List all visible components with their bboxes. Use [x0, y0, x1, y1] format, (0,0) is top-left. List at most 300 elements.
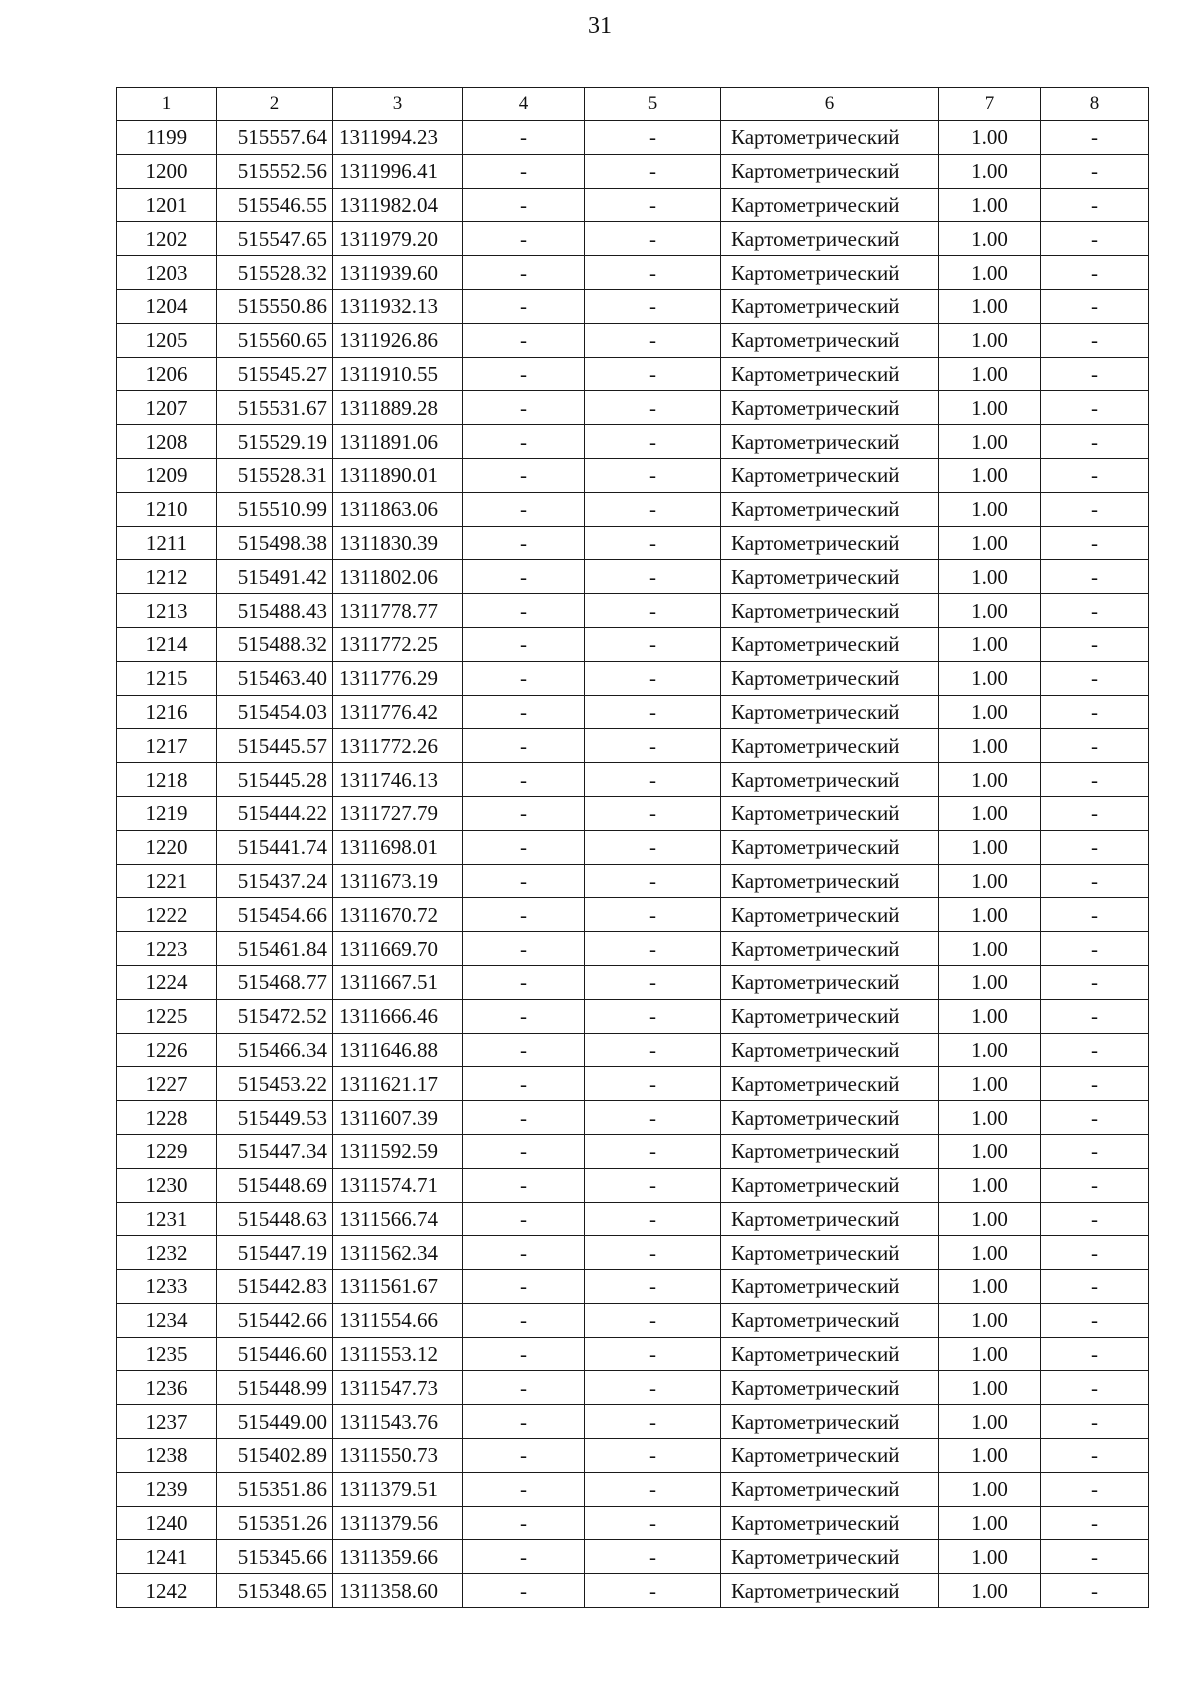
column-4-cell: -	[463, 1303, 585, 1337]
column-8-cell: -	[1041, 965, 1149, 999]
y-coordinate-cell: 1311939.60	[333, 256, 463, 290]
table-row	[117, 1303, 1149, 1337]
column-5-cell: -	[585, 830, 721, 864]
y-coordinate-cell: 1311979.20	[333, 222, 463, 256]
table-row	[117, 594, 1149, 628]
column-5-cell: -	[585, 965, 721, 999]
point-number-cell: 1223	[117, 932, 217, 966]
method-cell: Картометрический	[721, 763, 939, 797]
y-coordinate-cell: 1311996.41	[333, 154, 463, 188]
accuracy-cell: 1.00	[939, 729, 1041, 763]
method-cell: Картометрический	[721, 1202, 939, 1236]
y-coordinate-cell: 1311727.79	[333, 796, 463, 830]
column-8-cell: -	[1041, 1134, 1149, 1168]
column-4-cell: -	[463, 1236, 585, 1270]
column-8-cell: -	[1041, 121, 1149, 155]
method-cell: Картометрический	[721, 1067, 939, 1101]
point-number-cell: 1202	[117, 222, 217, 256]
x-coordinate-cell: 515448.69	[217, 1168, 333, 1202]
column-8-cell: -	[1041, 357, 1149, 391]
method-cell: Картометрический	[721, 357, 939, 391]
method-cell: Картометрический	[721, 289, 939, 323]
column-5-cell: -	[585, 1371, 721, 1405]
column-header: 2	[217, 88, 333, 121]
column-8-cell: -	[1041, 188, 1149, 222]
column-5-cell: -	[585, 999, 721, 1033]
column-5-cell: -	[585, 1472, 721, 1506]
x-coordinate-cell: 515547.65	[217, 222, 333, 256]
x-coordinate-cell: 515448.99	[217, 1371, 333, 1405]
column-8-cell: -	[1041, 391, 1149, 425]
column-8-cell: -	[1041, 1540, 1149, 1574]
x-coordinate-cell: 515546.55	[217, 188, 333, 222]
column-4-cell: -	[463, 830, 585, 864]
x-coordinate-cell: 515528.31	[217, 458, 333, 492]
column-8-cell: -	[1041, 1236, 1149, 1270]
point-number-cell: 1242	[117, 1574, 217, 1608]
x-coordinate-cell: 515545.27	[217, 357, 333, 391]
column-5-cell: -	[585, 1033, 721, 1067]
accuracy-cell: 1.00	[939, 661, 1041, 695]
method-cell: Картометрический	[721, 999, 939, 1033]
accuracy-cell: 1.00	[939, 1472, 1041, 1506]
method-cell: Картометрический	[721, 391, 939, 425]
accuracy-cell: 1.00	[939, 965, 1041, 999]
column-4-cell: -	[463, 1270, 585, 1304]
accuracy-cell: 1.00	[939, 222, 1041, 256]
y-coordinate-cell: 1311669.70	[333, 932, 463, 966]
column-5-cell: -	[585, 121, 721, 155]
column-header: 4	[463, 88, 585, 121]
column-4-cell: -	[463, 323, 585, 357]
x-coordinate-cell: 515453.22	[217, 1067, 333, 1101]
column-8-cell: -	[1041, 289, 1149, 323]
point-number-cell: 1232	[117, 1236, 217, 1270]
point-number-cell: 1239	[117, 1472, 217, 1506]
column-5-cell: -	[585, 1067, 721, 1101]
method-cell: Картометрический	[721, 458, 939, 492]
column-5-cell: -	[585, 1405, 721, 1439]
column-4-cell: -	[463, 1134, 585, 1168]
column-4-cell: -	[463, 256, 585, 290]
y-coordinate-cell: 1311772.26	[333, 729, 463, 763]
point-number-cell: 1206	[117, 357, 217, 391]
column-5-cell: -	[585, 1574, 721, 1608]
point-number-cell: 1203	[117, 256, 217, 290]
accuracy-cell: 1.00	[939, 763, 1041, 797]
point-number-cell: 1227	[117, 1067, 217, 1101]
table-row	[117, 1033, 1149, 1067]
column-8-cell: -	[1041, 458, 1149, 492]
y-coordinate-cell: 1311667.51	[333, 965, 463, 999]
column-5-cell: -	[585, 763, 721, 797]
column-4-cell: -	[463, 425, 585, 459]
column-4-cell: -	[463, 222, 585, 256]
table-row	[117, 1574, 1149, 1608]
column-8-cell: -	[1041, 560, 1149, 594]
column-4-cell: -	[463, 1101, 585, 1135]
column-4-cell: -	[463, 1067, 585, 1101]
y-coordinate-cell: 1311890.01	[333, 458, 463, 492]
column-4-cell: -	[463, 763, 585, 797]
column-4-cell: -	[463, 627, 585, 661]
column-5-cell: -	[585, 1202, 721, 1236]
point-number-cell: 1235	[117, 1337, 217, 1371]
point-number-cell: 1199	[117, 121, 217, 155]
accuracy-cell: 1.00	[939, 425, 1041, 459]
point-number-cell: 1209	[117, 458, 217, 492]
point-number-cell: 1217	[117, 729, 217, 763]
y-coordinate-cell: 1311359.66	[333, 1540, 463, 1574]
point-number-cell: 1200	[117, 154, 217, 188]
column-8-cell: -	[1041, 1472, 1149, 1506]
accuracy-cell: 1.00	[939, 796, 1041, 830]
column-5-cell: -	[585, 425, 721, 459]
point-number-cell: 1201	[117, 188, 217, 222]
point-number-cell: 1213	[117, 594, 217, 628]
method-cell: Картометрический	[721, 695, 939, 729]
point-number-cell: 1234	[117, 1303, 217, 1337]
table-row	[117, 188, 1149, 222]
column-5-cell: -	[585, 323, 721, 357]
column-4-cell: -	[463, 188, 585, 222]
column-4-cell: -	[463, 1506, 585, 1540]
column-4-cell: -	[463, 729, 585, 763]
column-5-cell: -	[585, 560, 721, 594]
point-number-cell: 1230	[117, 1168, 217, 1202]
y-coordinate-cell: 1311543.76	[333, 1405, 463, 1439]
column-4-cell: -	[463, 594, 585, 628]
method-cell: Картометрический	[721, 594, 939, 628]
point-number-cell: 1241	[117, 1540, 217, 1574]
column-4-cell: -	[463, 1371, 585, 1405]
table-row	[117, 1168, 1149, 1202]
coordinates-table	[116, 87, 1149, 1608]
table-row	[117, 627, 1149, 661]
accuracy-cell: 1.00	[939, 1506, 1041, 1540]
column-8-cell: -	[1041, 256, 1149, 290]
column-5-cell: -	[585, 1506, 721, 1540]
column-8-cell: -	[1041, 1371, 1149, 1405]
column-5-cell: -	[585, 256, 721, 290]
point-number-cell: 1225	[117, 999, 217, 1033]
accuracy-cell: 1.00	[939, 1337, 1041, 1371]
y-coordinate-cell: 1311554.66	[333, 1303, 463, 1337]
x-coordinate-cell: 515449.53	[217, 1101, 333, 1135]
column-5-cell: -	[585, 458, 721, 492]
column-4-cell: -	[463, 661, 585, 695]
column-8-cell: -	[1041, 323, 1149, 357]
point-number-cell: 1219	[117, 796, 217, 830]
method-cell: Картометрический	[721, 188, 939, 222]
point-number-cell: 1215	[117, 661, 217, 695]
column-8-cell: -	[1041, 526, 1149, 560]
method-cell: Картометрический	[721, 1168, 939, 1202]
column-8-cell: -	[1041, 1101, 1149, 1135]
column-8-cell: -	[1041, 1168, 1149, 1202]
table-row	[117, 661, 1149, 695]
column-4-cell: -	[463, 999, 585, 1033]
point-number-cell: 1238	[117, 1439, 217, 1473]
method-cell: Картометрический	[721, 1405, 939, 1439]
column-5-cell: -	[585, 188, 721, 222]
table-row	[117, 357, 1149, 391]
table-row	[117, 1067, 1149, 1101]
column-5-cell: -	[585, 1101, 721, 1135]
table-row	[117, 560, 1149, 594]
accuracy-cell: 1.00	[939, 898, 1041, 932]
y-coordinate-cell: 1311772.25	[333, 627, 463, 661]
x-coordinate-cell: 515529.19	[217, 425, 333, 459]
x-coordinate-cell: 515345.66	[217, 1540, 333, 1574]
table-row	[117, 289, 1149, 323]
method-cell: Картометрический	[721, 1371, 939, 1405]
table-row	[117, 526, 1149, 560]
table-header-row	[117, 88, 1149, 121]
accuracy-cell: 1.00	[939, 1067, 1041, 1101]
table-row	[117, 1337, 1149, 1371]
x-coordinate-cell: 515466.34	[217, 1033, 333, 1067]
x-coordinate-cell: 515550.86	[217, 289, 333, 323]
column-8-cell: -	[1041, 1067, 1149, 1101]
accuracy-cell: 1.00	[939, 1270, 1041, 1304]
x-coordinate-cell: 515552.56	[217, 154, 333, 188]
x-coordinate-cell: 515510.99	[217, 492, 333, 526]
point-number-cell: 1228	[117, 1101, 217, 1135]
accuracy-cell: 1.00	[939, 1236, 1041, 1270]
column-4-cell: -	[463, 391, 585, 425]
x-coordinate-cell: 515442.66	[217, 1303, 333, 1337]
table-row	[117, 864, 1149, 898]
column-4-cell: -	[463, 458, 585, 492]
method-cell: Картометрический	[721, 1540, 939, 1574]
method-cell: Картометрический	[721, 830, 939, 864]
table-row	[117, 729, 1149, 763]
y-coordinate-cell: 1311607.39	[333, 1101, 463, 1135]
table-row	[117, 1405, 1149, 1439]
method-cell: Картометрический	[721, 627, 939, 661]
accuracy-cell: 1.00	[939, 289, 1041, 323]
column-5-cell: -	[585, 492, 721, 526]
column-header: 7	[939, 88, 1041, 121]
x-coordinate-cell: 515472.52	[217, 999, 333, 1033]
method-cell: Картометрический	[721, 932, 939, 966]
column-8-cell: -	[1041, 425, 1149, 459]
column-8-cell: -	[1041, 796, 1149, 830]
point-number-cell: 1231	[117, 1202, 217, 1236]
column-8-cell: -	[1041, 695, 1149, 729]
y-coordinate-cell: 1311994.23	[333, 121, 463, 155]
table-row	[117, 121, 1149, 155]
y-coordinate-cell: 1311932.13	[333, 289, 463, 323]
y-coordinate-cell: 1311830.39	[333, 526, 463, 560]
x-coordinate-cell: 515448.63	[217, 1202, 333, 1236]
column-header: 6	[721, 88, 939, 121]
method-cell: Картометрический	[721, 1574, 939, 1608]
accuracy-cell: 1.00	[939, 323, 1041, 357]
column-8-cell: -	[1041, 1337, 1149, 1371]
accuracy-cell: 1.00	[939, 695, 1041, 729]
accuracy-cell: 1.00	[939, 526, 1041, 560]
method-cell: Картометрический	[721, 1337, 939, 1371]
column-8-cell: -	[1041, 999, 1149, 1033]
table-row	[117, 1134, 1149, 1168]
method-cell: Картометрический	[721, 323, 939, 357]
column-5-cell: -	[585, 796, 721, 830]
accuracy-cell: 1.00	[939, 1101, 1041, 1135]
accuracy-cell: 1.00	[939, 1134, 1041, 1168]
column-5-cell: -	[585, 1134, 721, 1168]
x-coordinate-cell: 515498.38	[217, 526, 333, 560]
y-coordinate-cell: 1311592.59	[333, 1134, 463, 1168]
column-8-cell: -	[1041, 1270, 1149, 1304]
column-header: 3	[333, 88, 463, 121]
column-4-cell: -	[463, 1033, 585, 1067]
method-cell: Картометрический	[721, 222, 939, 256]
table-row	[117, 1236, 1149, 1270]
method-cell: Картометрический	[721, 864, 939, 898]
accuracy-cell: 1.00	[939, 492, 1041, 526]
y-coordinate-cell: 1311547.73	[333, 1371, 463, 1405]
column-5-cell: -	[585, 526, 721, 560]
method-cell: Картометрический	[721, 661, 939, 695]
column-8-cell: -	[1041, 729, 1149, 763]
x-coordinate-cell: 515444.22	[217, 796, 333, 830]
column-4-cell: -	[463, 1202, 585, 1236]
column-5-cell: -	[585, 1168, 721, 1202]
table-row	[117, 932, 1149, 966]
y-coordinate-cell: 1311574.71	[333, 1168, 463, 1202]
method-cell: Картометрический	[721, 1236, 939, 1270]
table-row	[117, 154, 1149, 188]
y-coordinate-cell: 1311646.88	[333, 1033, 463, 1067]
table-row	[117, 222, 1149, 256]
column-4-cell: -	[463, 898, 585, 932]
column-4-cell: -	[463, 796, 585, 830]
table-row	[117, 492, 1149, 526]
x-coordinate-cell: 515454.66	[217, 898, 333, 932]
accuracy-cell: 1.00	[939, 121, 1041, 155]
method-cell: Картометрический	[721, 1033, 939, 1067]
x-coordinate-cell: 515461.84	[217, 932, 333, 966]
point-number-cell: 1224	[117, 965, 217, 999]
table-row	[117, 391, 1149, 425]
method-cell: Картометрический	[721, 796, 939, 830]
x-coordinate-cell: 515454.03	[217, 695, 333, 729]
x-coordinate-cell: 515442.83	[217, 1270, 333, 1304]
column-8-cell: -	[1041, 1574, 1149, 1608]
point-number-cell: 1210	[117, 492, 217, 526]
x-coordinate-cell: 515437.24	[217, 864, 333, 898]
point-number-cell: 1212	[117, 560, 217, 594]
accuracy-cell: 1.00	[939, 1540, 1041, 1574]
column-5-cell: -	[585, 594, 721, 628]
accuracy-cell: 1.00	[939, 154, 1041, 188]
accuracy-cell: 1.00	[939, 458, 1041, 492]
y-coordinate-cell: 1311698.01	[333, 830, 463, 864]
y-coordinate-cell: 1311358.60	[333, 1574, 463, 1608]
method-cell: Картометрический	[721, 492, 939, 526]
column-8-cell: -	[1041, 898, 1149, 932]
table-body	[117, 121, 1149, 1608]
column-8-cell: -	[1041, 661, 1149, 695]
point-number-cell: 1226	[117, 1033, 217, 1067]
column-8-cell: -	[1041, 594, 1149, 628]
accuracy-cell: 1.00	[939, 256, 1041, 290]
table-row	[117, 695, 1149, 729]
accuracy-cell: 1.00	[939, 830, 1041, 864]
x-coordinate-cell: 515528.32	[217, 256, 333, 290]
column-5-cell: -	[585, 222, 721, 256]
accuracy-cell: 1.00	[939, 1439, 1041, 1473]
method-cell: Картометрический	[721, 256, 939, 290]
method-cell: Картометрический	[721, 1101, 939, 1135]
table-row	[117, 1540, 1149, 1574]
method-cell: Картометрический	[721, 898, 939, 932]
x-coordinate-cell: 515491.42	[217, 560, 333, 594]
point-number-cell: 1236	[117, 1371, 217, 1405]
column-5-cell: -	[585, 357, 721, 391]
column-header: 5	[585, 88, 721, 121]
y-coordinate-cell: 1311802.06	[333, 560, 463, 594]
point-number-cell: 1229	[117, 1134, 217, 1168]
method-cell: Картометрический	[721, 1134, 939, 1168]
y-coordinate-cell: 1311776.29	[333, 661, 463, 695]
table-row	[117, 1202, 1149, 1236]
column-4-cell: -	[463, 121, 585, 155]
table-row	[117, 830, 1149, 864]
table-row	[117, 323, 1149, 357]
x-coordinate-cell: 515441.74	[217, 830, 333, 864]
column-5-cell: -	[585, 661, 721, 695]
accuracy-cell: 1.00	[939, 864, 1041, 898]
column-5-cell: -	[585, 1439, 721, 1473]
accuracy-cell: 1.00	[939, 357, 1041, 391]
y-coordinate-cell: 1311910.55	[333, 357, 463, 391]
y-coordinate-cell: 1311561.67	[333, 1270, 463, 1304]
x-coordinate-cell: 515447.19	[217, 1236, 333, 1270]
column-8-cell: -	[1041, 1439, 1149, 1473]
accuracy-cell: 1.00	[939, 560, 1041, 594]
column-4-cell: -	[463, 965, 585, 999]
x-coordinate-cell: 515531.67	[217, 391, 333, 425]
y-coordinate-cell: 1311670.72	[333, 898, 463, 932]
column-4-cell: -	[463, 932, 585, 966]
table-row	[117, 1439, 1149, 1473]
column-8-cell: -	[1041, 154, 1149, 188]
column-5-cell: -	[585, 391, 721, 425]
method-cell: Картометрический	[721, 1506, 939, 1540]
method-cell: Картометрический	[721, 560, 939, 594]
y-coordinate-cell: 1311926.86	[333, 323, 463, 357]
x-coordinate-cell: 515463.40	[217, 661, 333, 695]
method-cell: Картометрический	[721, 1303, 939, 1337]
x-coordinate-cell: 515351.26	[217, 1506, 333, 1540]
column-4-cell: -	[463, 695, 585, 729]
column-4-cell: -	[463, 357, 585, 391]
x-coordinate-cell: 515402.89	[217, 1439, 333, 1473]
y-coordinate-cell: 1311621.17	[333, 1067, 463, 1101]
method-cell: Картометрический	[721, 965, 939, 999]
point-number-cell: 1205	[117, 323, 217, 357]
x-coordinate-cell: 515488.43	[217, 594, 333, 628]
column-4-cell: -	[463, 1405, 585, 1439]
method-cell: Картометрический	[721, 425, 939, 459]
table-row	[117, 1270, 1149, 1304]
accuracy-cell: 1.00	[939, 1303, 1041, 1337]
accuracy-cell: 1.00	[939, 627, 1041, 661]
column-5-cell: -	[585, 1236, 721, 1270]
